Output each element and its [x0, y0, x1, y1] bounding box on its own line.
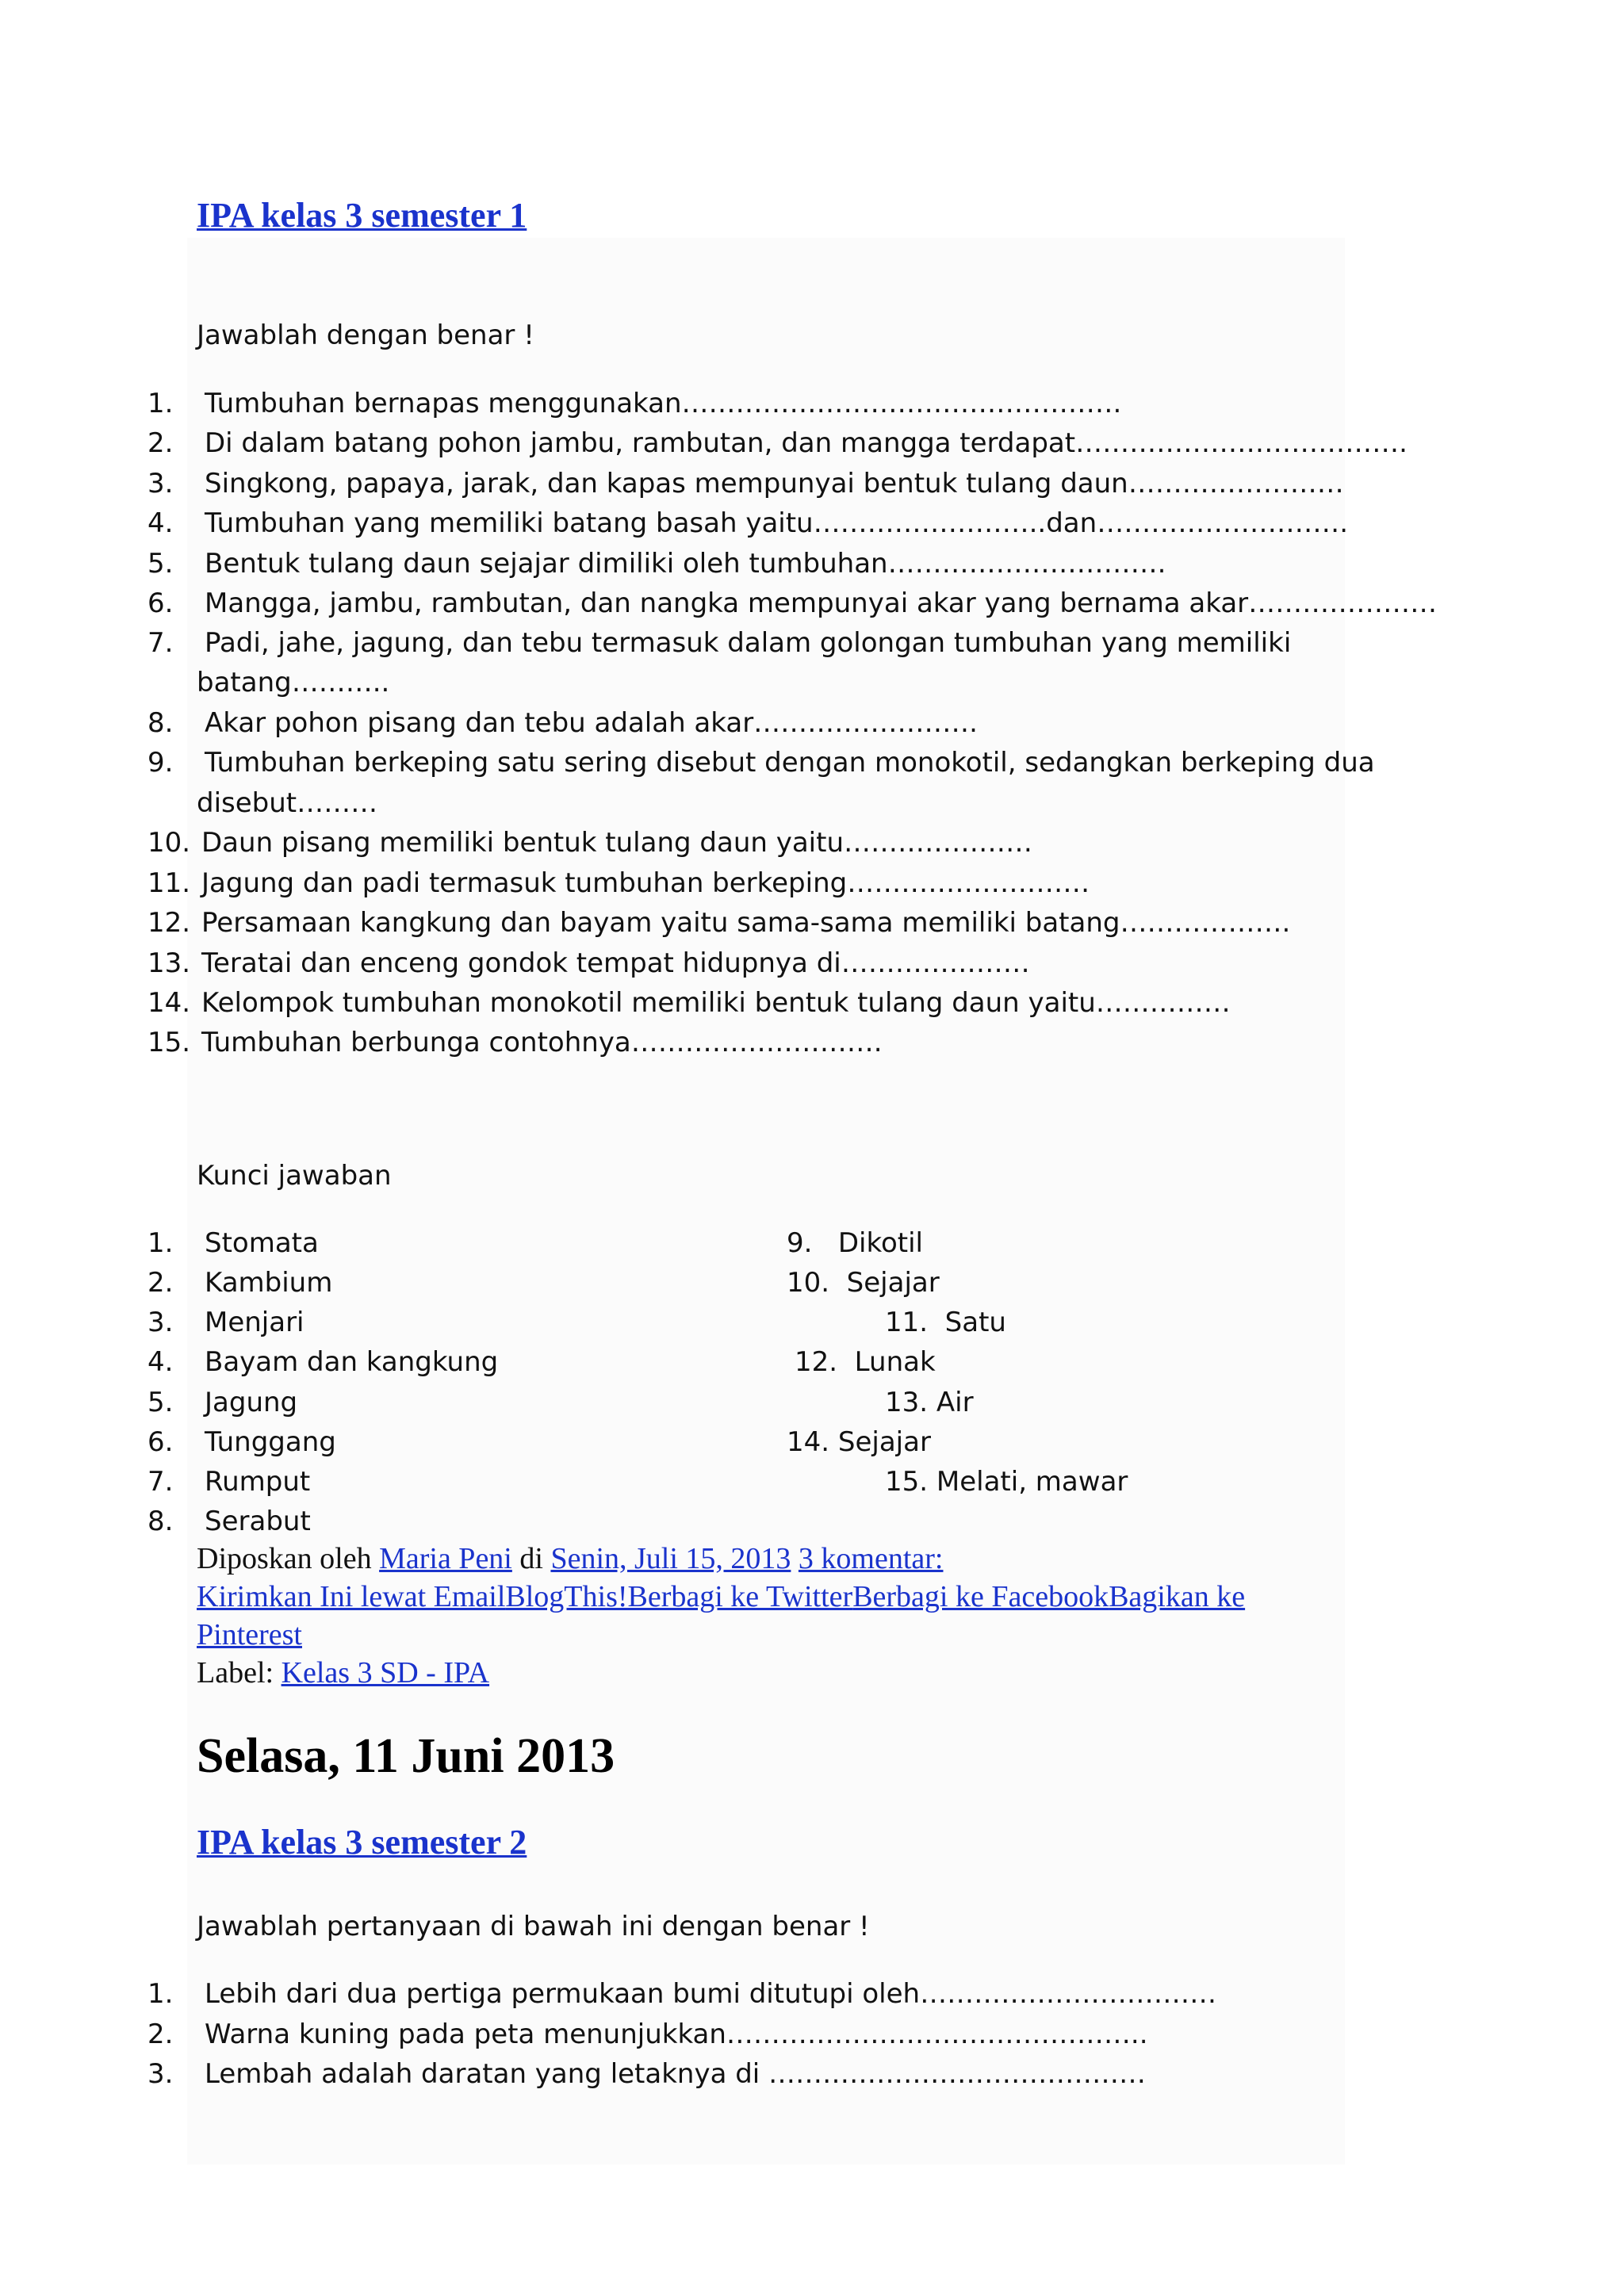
answer-text: Stomata	[205, 1227, 319, 1259]
answer-text: Rumput	[205, 1466, 311, 1498]
answer-key-heading: Kunci jawaban	[197, 1160, 392, 1192]
question-number: 12.	[147, 907, 191, 939]
question-number: 11.	[147, 867, 191, 899]
answer-text: Serabut	[205, 1506, 311, 1537]
question-number: 2.	[147, 2019, 174, 2050]
answer-number: 5.	[147, 1387, 174, 1418]
question-number: 8.	[147, 707, 174, 739]
question-text-continued: batang………..	[197, 667, 390, 698]
answer-text: Kambium	[205, 1267, 333, 1299]
share-pinterest-link[interactable]: Bagikan ke	[1109, 1580, 1246, 1613]
share-twitter-link[interactable]: Berbagi ke Twitter	[627, 1580, 853, 1613]
question-number: 1.	[147, 1978, 174, 2010]
question-text-continued: disebut………	[197, 787, 378, 819]
answer-number: 4.	[147, 1346, 174, 1378]
question-number: 13.	[147, 947, 191, 979]
question-text: Lembah adalah daratan yang letaknya di ……………………………………	[205, 2058, 1147, 2090]
question-number: 14.	[147, 987, 191, 1019]
answer-item: 10. Sejajar	[787, 1267, 940, 1299]
question-text: Mangga, jambu, rambutan, dan nangka mempunyai akar yang bernama akar…………………	[205, 587, 1438, 619]
question-number: 6.	[147, 587, 174, 619]
share-pinterest-link-continued[interactable]: Pinterest	[197, 1618, 302, 1651]
question-number: 3.	[147, 2058, 174, 2090]
answer-number: 2.	[147, 1267, 174, 1299]
question-number: 15.	[147, 1027, 191, 1058]
answer-number: 7.	[147, 1466, 174, 1498]
answer-number: 6.	[147, 1426, 174, 1458]
post-title-link[interactable]: IPA kelas 3 semester 1	[197, 196, 527, 235]
posted-on-label: di	[519, 1542, 543, 1575]
question-text: Lebih dari dua pertiga permukaan bumi ditutupi oleh……………………………	[205, 1978, 1217, 2010]
answer-text: Bayam dan kangkung	[205, 1346, 499, 1378]
share-blogthis-link[interactable]: BlogThis!	[505, 1580, 628, 1613]
post-labels	[197, 1655, 489, 1690]
answer-item: 15. Melati, mawar	[885, 1466, 1128, 1498]
answer-number: 1.	[147, 1227, 174, 1259]
question-number: 2.	[147, 427, 174, 459]
question-text: Persamaan kangkung dan bayam yaitu sama-sama memiliki batang……………….	[201, 907, 1291, 939]
answer-text: Jagung	[205, 1387, 298, 1418]
date-heading: Selasa, 11 Juni 2013	[197, 1729, 615, 1783]
question-text: Daun pisang memiliki bentuk tulang daun yaitu…………………	[201, 827, 1033, 859]
question-text: Jagung dan padi termasuk tumbuhan berkeping………………………	[201, 867, 1090, 899]
answer-item: 14. Sejajar	[787, 1426, 931, 1458]
question-text: Warna kuning pada peta menunjukkan………………………………………..	[205, 2019, 1148, 2050]
question-text: Di dalam batang pohon jambu, rambutan, dan mangga terdapat……………………………….	[205, 427, 1408, 459]
author-link[interactable]: Maria Peni	[379, 1542, 512, 1575]
question-number: 1.	[147, 388, 174, 419]
share-facebook-link[interactable]: Berbagi ke Facebook	[852, 1580, 1109, 1613]
answer-text: Menjari	[205, 1307, 304, 1338]
answer-item: 12. Lunak	[795, 1346, 936, 1378]
question-text: Tumbuhan berbunga contohnya……………………….	[201, 1027, 883, 1058]
answer-item: 11. Satu	[885, 1307, 1006, 1338]
share-email-link[interactable]: Kirimkan Ini lewat Email	[197, 1580, 506, 1613]
answer-number: 8.	[147, 1506, 174, 1537]
answer-text: Tunggang	[205, 1426, 336, 1458]
question-number: 10.	[147, 827, 191, 859]
label-link[interactable]: Kelas 3 SD - IPA	[281, 1656, 490, 1689]
instruction-text: Jawablah dengan benar !	[197, 320, 534, 351]
question-number: 9.	[147, 747, 174, 779]
question-text: Padi, jahe, jagung, dan tebu termasuk dalam golongan tumbuhan yang memiliki	[205, 627, 1292, 659]
question-number: 4.	[147, 507, 174, 539]
label-prefix: Label:	[197, 1656, 274, 1689]
answer-item: 13. Air	[885, 1387, 974, 1418]
question-number: 3.	[147, 468, 174, 499]
question-text: Bentuk tulang daun sejajar dimiliki oleh tumbuhan………………………….	[205, 548, 1166, 580]
post-meta-line	[197, 1541, 943, 1576]
answer-number: 3.	[147, 1307, 174, 1338]
answer-item: 9. Dikotil	[787, 1227, 923, 1259]
post-date-link[interactable]: Senin, Juli 15, 2013	[550, 1542, 791, 1575]
share-pinterest-continued	[197, 1617, 302, 1652]
question-text: Kelompok tumbuhan monokotil memiliki bentuk tulang daun yaitu……………	[201, 987, 1231, 1019]
comments-link[interactable]: 3 komentar:	[798, 1542, 944, 1575]
question-number: 5.	[147, 548, 174, 580]
question-text: Tumbuhan berkeping satu sering disebut dengan monokotil, sedangkan berkeping dua	[205, 747, 1375, 779]
question-text: Tumbuhan bernapas menggunakan………………………………………….	[205, 388, 1122, 419]
posted-by-label: Diposkan oleh	[197, 1542, 372, 1575]
question-text: Akar pohon pisang dan tebu adalah akar…………………….	[205, 707, 978, 739]
question-text: Tumbuhan yang memiliki batang basah yaitu……………………..dan……………………….	[205, 507, 1348, 539]
question-text: Singkong, papaya, jarak, dan kapas mempunyai bentuk tulang daun……………………	[205, 468, 1344, 499]
question-text: Teratai dan enceng gondok tempat hidupnya di…………………	[201, 947, 1030, 979]
question-number: 7.	[147, 627, 174, 659]
share-links-row	[197, 1579, 1245, 1614]
instruction-text: Jawablah pertanyaan di bawah ini dengan benar !	[197, 1911, 870, 1942]
post-title-link[interactable]: IPA kelas 3 semester 2	[197, 1823, 527, 1862]
